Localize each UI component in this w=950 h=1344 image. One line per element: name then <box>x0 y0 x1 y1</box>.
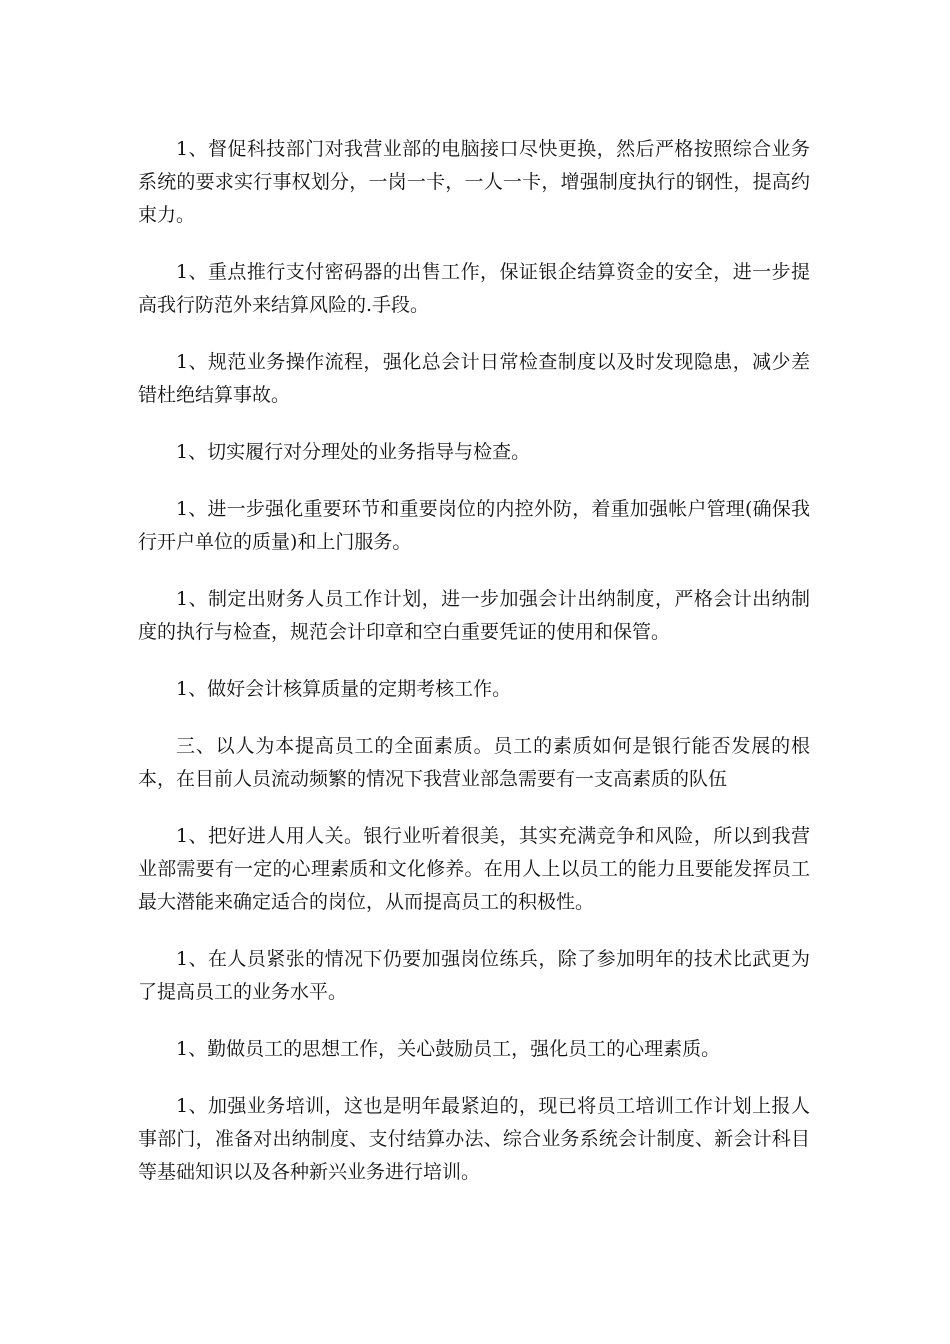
paragraph-5: 1、进一步强化重要环节和重要岗位的内控外防，着重加强帐户管理(确保我行开户单位的质量)和上门服务。 <box>138 498 810 553</box>
paragraph-9: 1、把好进人用人关。银行业听着很美，其实充满竞争和风险，所以到我营业部需要有一定的心理素质和文化修养。在用人上以员工的能力且要能发挥员工最大潜能来确定适合的岗位，从而提高员工的积极性。 <box>138 825 810 913</box>
paragraph-7: 1、做好会计核算质量的定期考核工作。 <box>176 678 512 700</box>
paragraph-2: 1、重点推行支付密码器的出售工作，保证银企结算资金的安全，进一步提高我行防范外来结算风险的.手段。 <box>138 261 810 316</box>
document-body <box>138 133 810 1213</box>
paragraph-10: 1、在人员紧张的情况下仍要加强岗位练兵，除了参加明年的技术比武更为了提高员工的业务水平。 <box>138 948 810 1003</box>
paragraph-8-section-heading: 三、以人为本提高员工的全面素质。员工的素质如何是银行能否发展的根本，在目前人员流动频繁的情况下我营业部急需要有一支高素质的队伍 <box>138 735 810 790</box>
paragraph-4: 1、切实履行对分理处的业务指导与检查。 <box>176 441 531 463</box>
paragraph-12: 1、加强业务培训，这也是明年最紧迫的，现已将员工培训工作计划上报人事部门，准备对出纳制度、支付结算办法、综合业务系统会计制度、新会计科目等基础知识以及各种新兴业务进行培训。 <box>138 1095 810 1183</box>
paragraph-1: 1、督促科技部门对我营业部的电脑接口尽快更换，然后严格按照综合业务系统的要求实行事权划分，一岗一卡，一人一卡，增强制度执行的钢性，提高约束力。 <box>138 138 810 226</box>
paragraph-3: 1、规范业务操作流程，强化总会计日常检查制度以及时发现隐患，减少差错杜绝结算事故。 <box>138 351 810 406</box>
paragraph-6: 1、制定出财务人员工作计划，进一步加强会计出纳制度，严格会计出纳制度的执行与检查，规范会计印章和空白重要凭证的使用和保管。 <box>138 588 810 643</box>
paragraph-11: 1、勤做员工的思想工作，关心鼓励员工，强化员工的心理素质。 <box>176 1038 721 1060</box>
